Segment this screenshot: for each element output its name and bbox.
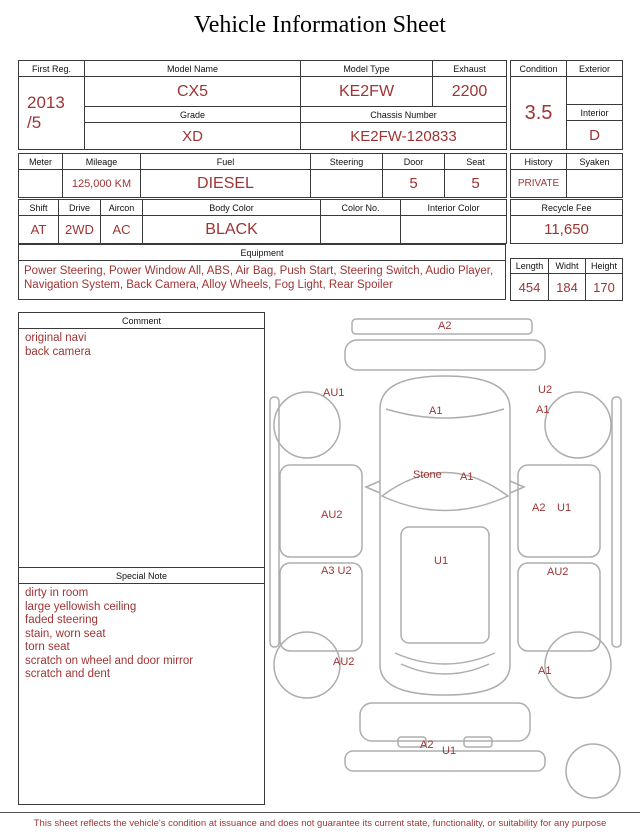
interior-header: Interior <box>567 105 623 121</box>
dimensions-table <box>510 258 623 301</box>
shift-header: Shift <box>19 200 59 216</box>
shift-value: AT <box>19 216 59 244</box>
diagram-label: U1 <box>557 502 572 514</box>
chassis-number-header: Chassis Number <box>301 107 507 123</box>
notes-box <box>18 312 265 805</box>
diagram-label: A2 <box>438 320 452 332</box>
note-line: back camera <box>25 345 91 358</box>
exhaust-header: Exhaust <box>433 61 507 77</box>
seat-header: Seat <box>445 154 507 170</box>
note-line: stain, worn seat <box>25 627 106 640</box>
diagram-label: A1 <box>429 405 443 417</box>
body-color-value: BLACK <box>143 216 321 244</box>
car-diagram <box>268 313 638 800</box>
chassis-number-value: KE2FW-120833 <box>301 123 507 150</box>
first-reg-header: First Reg. <box>19 61 85 77</box>
body-color-header: Body Color <box>143 200 321 216</box>
special-note-header: Special Note <box>19 567 264 584</box>
first-reg-value <box>19 77 85 150</box>
history-table <box>510 153 623 198</box>
drivetrain-table <box>18 199 507 244</box>
diagram-label: A2 <box>420 739 434 751</box>
aircon-header: Aircon <box>101 200 143 216</box>
special-note-body <box>19 584 264 685</box>
drive-header: Drive <box>59 200 101 216</box>
diagram-label: AU2 <box>547 566 569 578</box>
model-type-header: Model Type <box>301 61 433 77</box>
diagram-label: U2 <box>538 384 553 396</box>
seat-value: 5 <box>445 170 507 198</box>
syaken-header: Syaken <box>567 154 623 170</box>
diagram-label: Stone <box>413 469 442 481</box>
history-value: PRIVATE <box>511 170 567 198</box>
equipment-header: Equipment <box>19 245 505 261</box>
first-reg-year: 2013 <box>27 93 65 112</box>
door-header: Door <box>383 154 445 170</box>
registration-table <box>18 60 507 150</box>
mileage-value: 125,000 KM <box>63 170 141 198</box>
exterior-header: Exterior <box>567 61 623 77</box>
fuel-header: Fuel <box>141 154 311 170</box>
note-line: torn seat <box>25 641 70 654</box>
mileage-header: Mileage <box>63 154 141 170</box>
interior-value: D <box>567 121 623 150</box>
diagram-label: U1 <box>442 745 457 757</box>
equipment-value: Power Steering, Power Window All, ABS, Air Bag, Push Start, Steering Switch, Audio Player, Navigation System, Back Camera, Alloy Wheels, Fog Light, Rear Spoiler <box>24 265 494 292</box>
door-value: 5 <box>383 170 445 198</box>
recycle-fee-table <box>510 199 623 244</box>
diagram-label: A1 <box>536 404 550 416</box>
note-line: faded steering <box>25 614 98 627</box>
diagram-label: AU1 <box>323 387 345 399</box>
length-header: Length <box>511 259 549 274</box>
color-no-value <box>321 216 401 244</box>
equipment-block <box>18 244 506 300</box>
diagram-label: AU2 <box>321 509 343 521</box>
length-value: 454 <box>511 274 549 301</box>
diagram-label: AU2 <box>333 656 355 668</box>
width-value: 184 <box>549 274 586 301</box>
note-line: scratch on wheel and door mirror <box>25 654 194 667</box>
grade-header: Grade <box>85 107 301 123</box>
recycle-fee-value: 11,650 <box>511 216 623 244</box>
comment-body <box>19 329 264 567</box>
meter-value <box>19 170 63 198</box>
recycle-fee-header: Recycle Fee <box>511 200 623 216</box>
drive-value: 2WD <box>59 216 101 244</box>
height-value: 170 <box>586 274 623 301</box>
syaken-value <box>567 170 623 198</box>
history-header: History <box>511 154 567 170</box>
steering-header: Steering <box>311 154 383 170</box>
disclaimer-footer: This sheet reflects the vehicle's condition at issuance and does not guarantee its current state, functionality, or suitability for any purpose <box>0 812 640 829</box>
condition-value: 3.5 <box>511 77 567 150</box>
aircon-value: AC <box>101 216 143 244</box>
model-type-value: KE2FW <box>301 77 433 107</box>
comment-header: Comment <box>19 313 264 329</box>
note-line: large yellowish ceiling <box>25 600 137 613</box>
grade-value: XD <box>85 123 301 150</box>
note-line: dirty in room <box>25 587 89 599</box>
rating-table <box>510 60 623 150</box>
model-name-header: Model Name <box>85 61 301 77</box>
width-header: Widht <box>549 259 586 274</box>
diagram-label: A1 <box>538 665 552 677</box>
interior-color-header: Interior Color <box>401 200 507 216</box>
note-line: original navi <box>25 332 87 344</box>
steering-value <box>311 170 383 198</box>
interior-color-value <box>401 216 507 244</box>
condition-header: Condition <box>511 61 567 77</box>
fuel-value: DIESEL <box>141 170 311 198</box>
diagram-label: U1 <box>434 555 449 567</box>
exterior-value <box>567 77 623 105</box>
diagram-label: A2 <box>532 502 546 514</box>
meter-header: Meter <box>19 154 63 170</box>
diagram-label: A1 <box>460 471 474 483</box>
model-name-value: CX5 <box>85 77 301 107</box>
height-header: Height <box>586 259 623 274</box>
note-line: scratch and dent <box>25 668 111 681</box>
meter-table <box>18 153 507 198</box>
first-reg-month: /5 <box>27 113 42 132</box>
page-title: Vehicle Information Sheet <box>194 12 446 38</box>
diagram-label: A3 U2 <box>321 565 352 577</box>
exhaust-value: 2200 <box>433 77 507 107</box>
color-no-header: Color No. <box>321 200 401 216</box>
